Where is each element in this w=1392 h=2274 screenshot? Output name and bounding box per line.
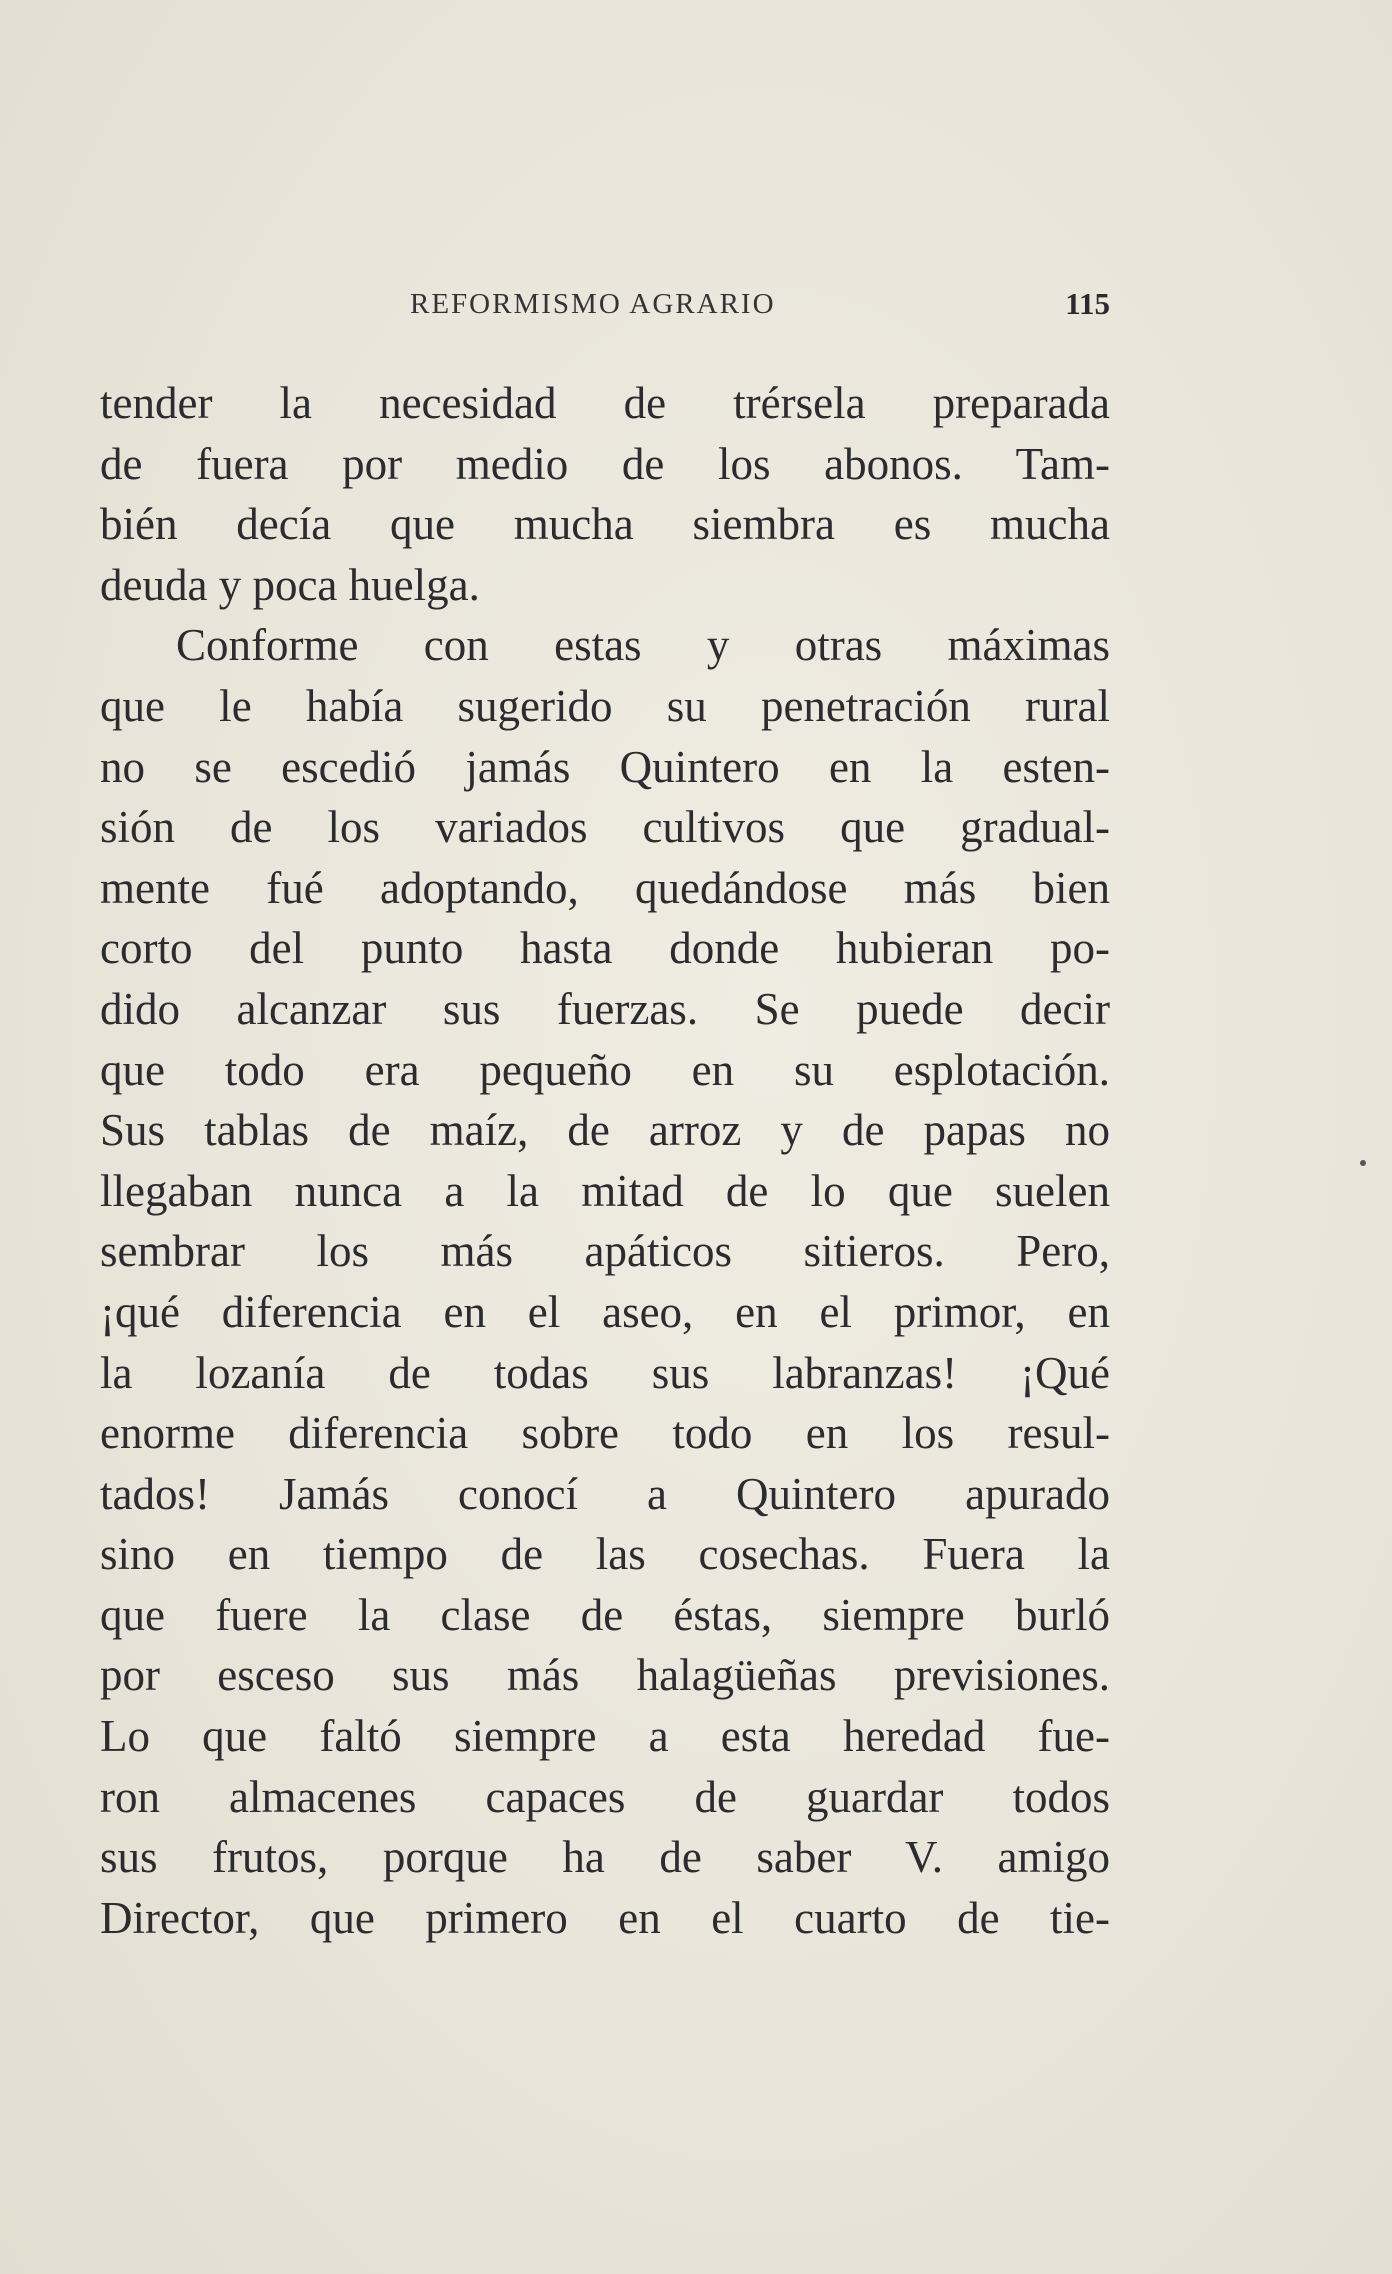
text-line: por esceso sus más halagüeñas previsiones. [100, 1650, 1110, 1701]
body-text [100, 373, 1110, 1948]
text-line: tados! Jamás conocí a Quintero apurado [100, 1468, 1110, 1519]
page-number: 115 [1065, 286, 1110, 321]
text-line: sembrar los más apáticos sitieros. Pero, [100, 1226, 1110, 1277]
text-line: enorme diferencia sobre todo en los resul- [100, 1408, 1110, 1459]
text-line: la lozanía de todas sus labranzas! ¡Qué [100, 1347, 1110, 1398]
text-line: bién decía que mucha siembra es mucha [100, 499, 1110, 550]
text-line: ron almacenes capaces de guardar todos [100, 1771, 1110, 1822]
text-line: llegaban nunca a la mitad de lo que suelen [100, 1165, 1110, 1216]
running-head [100, 288, 1110, 328]
text-line: Sus tablas de maíz, de arroz y de papas no [100, 1105, 1110, 1156]
text-line: Director, que primero en el cuarto de tie- [100, 1892, 1110, 1943]
text-line: deuda y poca huelga. [100, 559, 480, 610]
text-line: ¡qué diferencia en el aseo, en el primor, en [100, 1286, 1110, 1337]
text-line: que le había sugerido su penetración rural [100, 680, 1110, 731]
text-line: que fuere la clase de éstas, siempre burló [100, 1589, 1110, 1640]
text-line: corto del punto hasta donde hubieran po- [100, 923, 1110, 974]
ink-speck [1360, 1160, 1366, 1166]
text-line: sus frutos, porque ha de saber V. amigo [100, 1832, 1110, 1883]
text-line: que todo era pequeño en su esplotación. [100, 1044, 1110, 1095]
text-line: mente fué adoptando, quedándose más bien [100, 862, 1110, 913]
text-line: Conforme con estas y otras máximas [176, 620, 1110, 671]
text-line: no se escedió jamás Quintero en la esten- [100, 741, 1110, 792]
text-line: de fuera por medio de los abonos. Tam- [100, 438, 1110, 489]
running-head-title: REFORMISMO AGRARIO [410, 288, 776, 320]
text-line: Lo que faltó siempre a esta heredad fue- [100, 1711, 1110, 1762]
text-line: dido alcanzar sus fuerzas. Se puede decir [100, 983, 1110, 1034]
text-line: sión de los variados cultivos que gradual- [100, 802, 1110, 853]
text-line: sino en tiempo de las cosechas. Fuera la [100, 1529, 1110, 1580]
text-line: tender la necesidad de trérsela preparada [100, 378, 1110, 428]
